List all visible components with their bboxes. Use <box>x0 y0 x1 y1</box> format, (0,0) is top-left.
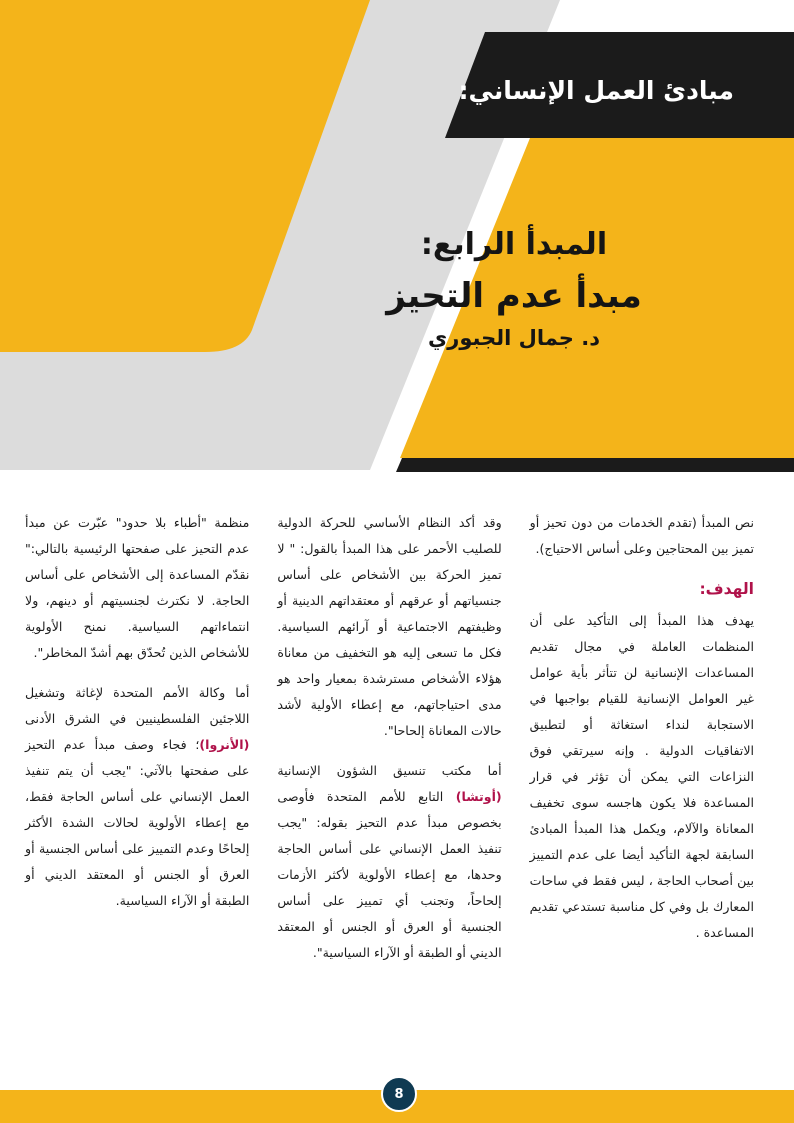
unrwa-text-start: أما وكالة الأمم المتحدة لإغاثة وتشغيل اللاجئين الفلسطينيين في الشرق الأدنى <box>25 685 250 726</box>
ocha-acronym: (أوتشا) <box>455 789 502 804</box>
column-3 <box>25 510 249 1070</box>
ocha-paragraph <box>277 758 501 966</box>
unrwa-acronym: (الأنروا) <box>199 737 250 752</box>
header-black-bottom-bar <box>396 458 794 472</box>
goal-heading: الهدف: <box>699 580 754 598</box>
principle-text-paragraph: نص المبدأ (تقدم الخدمات من دون تحيز أو تميز بين المحتاجين وعلى أساس الاحتياج). <box>529 515 754 556</box>
column-2 <box>277 510 501 1070</box>
goal-paragraph: يهدف هذا المبدأ إلى التأكيد على أن المنظمات العاملة في مجال تقديم المساعدات الإنسانية لن تتأثر بأية عوامل غير العوامل الإنسانية للقيام بواجبها في الاستجابة لنداء استغاثة أو لتطبيق الاتفاقيات الدولية . وإنه سيرتقي فوق النزاعات التي يمكن أن تؤثر في قرار المساعدة فلا يكون هاجسه سوى تخفيف المعاناة والآلام، ويكمل هذا المبدأ المبادئ السابقة لجهة التأكيد أيضا على عدم التمييز بين أصحاب الحاجة ، ليس فقط في ساحات المعارك بل وفي كل مناسبة تستدعي تقديم المساعدة . <box>529 613 754 940</box>
ocha-text-end: التابع للأمم المتحدة فأوصى بخصوص مبدأ عدم التحيز بقوله: "يجب تنفيذ العمل الإنساني على أساس الحاجة وحدها، مع إعطاء الأولوية لأكثر الأزمات إلحاحاً، وتجنب أي تمييز على أساس الجنسية أو العرق أو الجنس أو المعتقد الديني أو الطبقة أو الآراء السياسية". <box>277 789 502 960</box>
series-title: مبادئ العمل الإنساني: <box>458 76 734 105</box>
article-body <box>25 510 754 1070</box>
red-cross-paragraph: وقد أكد النظام الأساسي للحركة الدولية للصليب الأحمر على هذا المبدأ بالقول: " لا تميز الحركة بين الأشخاص على أساس جنسياتهم أو عرقهم أو معتقداتهم الدينية أو وظيفتهم الاجتماعية أو آرائهم السياسية. فكل ما تسعى إليه هو التخفيف من معاناة هؤلاء الأشخاص مسترشدة بمعيار واحد هو مدى احتياجاتهم، مع إعطاء الأولية لأشد حالات المعاناة إلحاحا". <box>277 515 502 738</box>
page-number: 8 <box>381 1076 417 1112</box>
msf-paragraph: منظمة "أطباء بلا حدود" عبّرت عن مبدأ عدم التحيز على صفحتها الرئيسية بالتالي:" نقدّم المساعدة إلى الأشخاص على أساس الحاجة. لا نكترث لجنسيتهم أو دينهم، ولا انتماءاتهم السياسية. نمنح الأولوية للأشخاص الذين تُحدّق بهم أشدّ المخاطر". <box>25 515 250 660</box>
unrwa-text-end: ؛ فجاء وصف مبدأ عدم التحيز على صفحتها بالآتي: "يجب أن يتم تنفيذ العمل الإنساني على أساس الحاجة فقط، مع إعطاء الأولوية لحالات الشدة الأكثر إلحاحًا وعدم التمييز على أساس الجنسية أو العرق أو الجنس أو المعتقد الديني أو الطبقة أو الآراء السياسية. <box>25 737 250 908</box>
principle-number: المبدأ الرابع: <box>420 227 608 262</box>
ocha-text-start: أما مكتب تنسيق الشؤون الإنسانية <box>277 763 502 778</box>
article-title-block <box>304 222 724 356</box>
author-name: د. جمال الجبوري <box>428 326 600 350</box>
column-1 <box>530 510 754 1070</box>
unrwa-paragraph <box>25 680 249 914</box>
principle-name: مبدأ عدم التحيز <box>386 276 642 316</box>
